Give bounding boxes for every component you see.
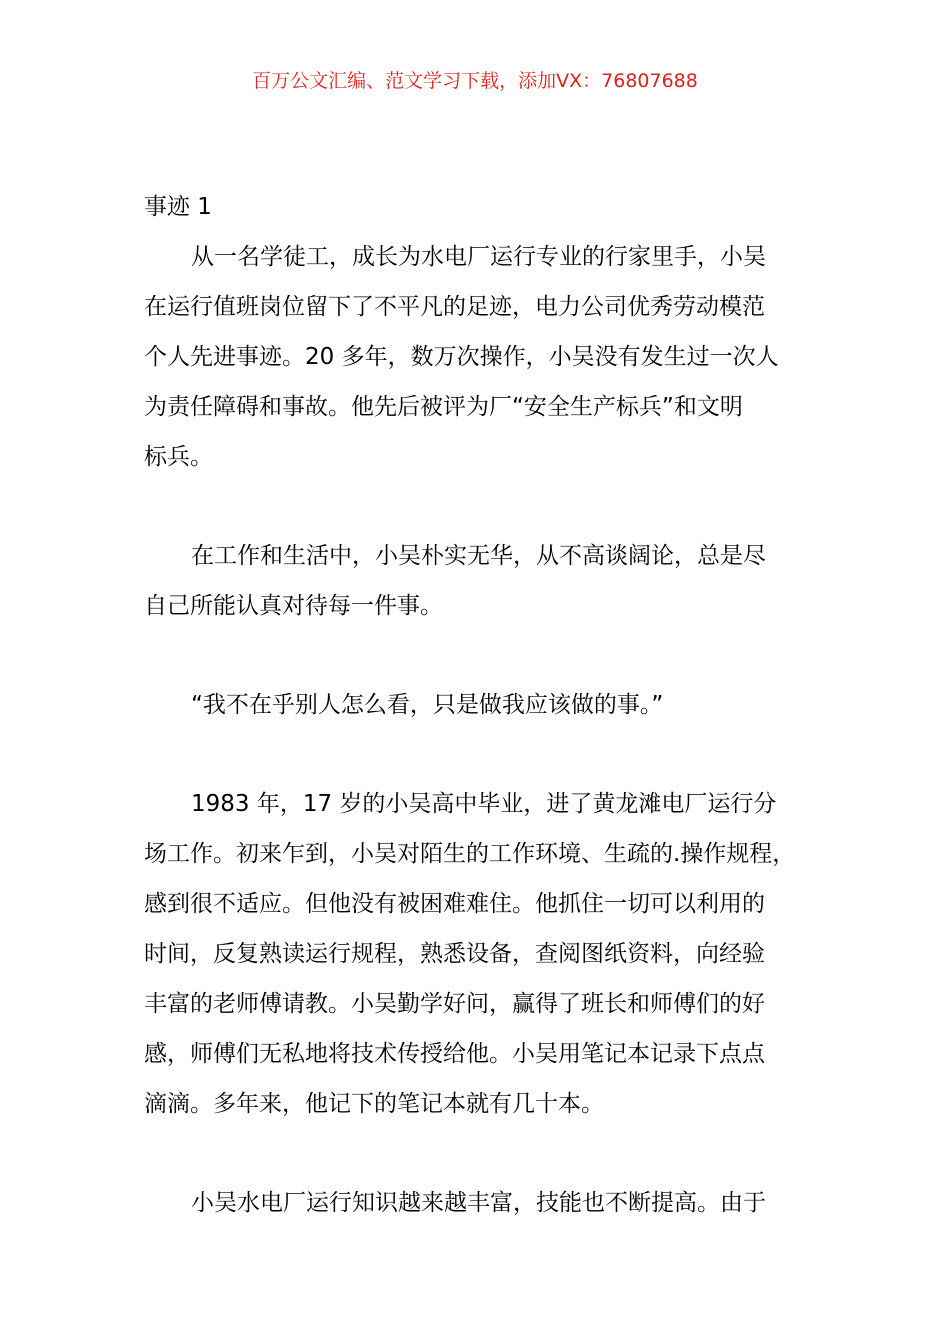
paragraph-1 <box>144 232 814 482</box>
paragraph-line: 为责任障碍和事故。他先后被评为厂“安全生产标兵”和文明 <box>144 394 743 420</box>
paragraph-line: 从一名学徒工，成长为水电厂运行专业的行家里手，小吴 <box>191 244 766 270</box>
quote-line: “我不在乎别人怎么看，只是做我应该做的事。” <box>191 692 664 718</box>
paragraph-line: 感到很不适应。但他没有被困难难住。他抓住一切可以利用的 <box>144 891 765 917</box>
paragraph-line: 感，师傅们无私地将技术传授给他。小吴用笔记本记录下点点 <box>144 1041 765 1067</box>
watermark-header: 百万公文汇编、范文学习下载，添加VX：76807688 <box>252 70 698 92</box>
paragraph-line: 丰富的老师傅请教。小吴勤学好问，赢得了班长和师傅们的好 <box>144 991 765 1017</box>
paragraph-3-quote <box>144 680 814 730</box>
paragraph-line: 在运行值班岗位留下了不平凡的足迹，电力公司优秀劳动模范 <box>144 294 765 320</box>
paragraph-line: 自己所能认真对待每一件事。 <box>144 593 443 619</box>
paragraph-line: 在工作和生活中，小吴朴实无华，从不高谈阔论，总是尽 <box>191 543 766 569</box>
paragraph-gap <box>144 482 814 531</box>
paragraph-gap <box>144 1129 814 1178</box>
paragraph-2 <box>144 531 814 631</box>
paragraph-4 <box>144 779 814 1129</box>
paragraph-gap <box>144 730 814 779</box>
paragraph-gap <box>144 631 814 680</box>
paragraph-line: 1983 年，17 岁的小吴高中毕业，进了黄龙滩电厂运行分 <box>191 791 777 817</box>
paragraph-line: 时间，反复熟读运行规程，熟悉设备，查阅图纸资料，向经验 <box>144 941 765 967</box>
section-heading: 事迹 1 <box>144 194 212 220</box>
paragraph-5 <box>144 1178 814 1228</box>
paragraph-line: 小吴水电厂运行知识越来越丰富，技能也不断提高。由于 <box>191 1190 766 1216</box>
paragraph-line: 场工作。初来乍到，小吴对陌生的工作环境、生疏的.操作规程， <box>144 841 796 867</box>
paragraph-line: 滴滴。多年来，他记下的笔记本就有几十本。 <box>144 1091 604 1117</box>
document-body <box>144 182 814 1228</box>
paragraph-line: 标兵。 <box>144 444 213 470</box>
paragraph-line: 个人先进事迹。20 多年，数万次操作，小吴没有发生过一次人 <box>144 344 779 370</box>
